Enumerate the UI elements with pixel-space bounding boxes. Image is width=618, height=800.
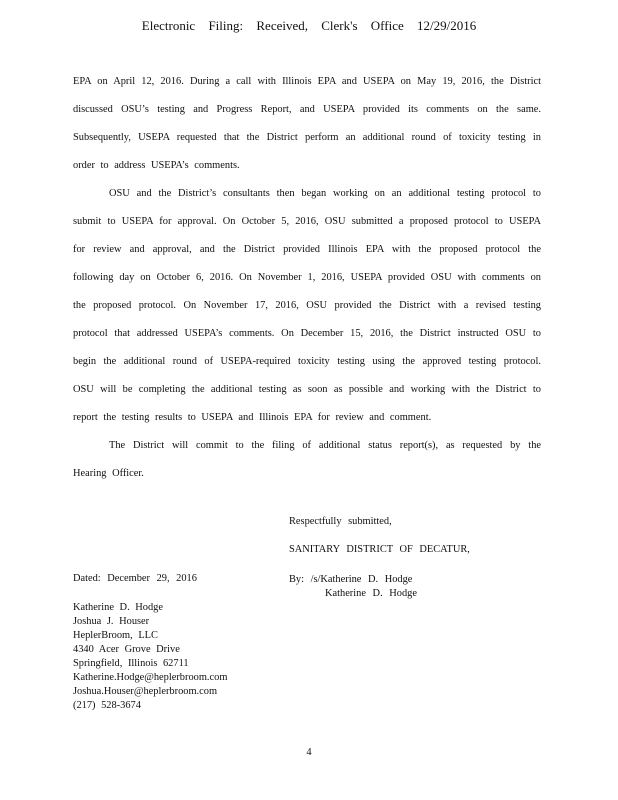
paragraph-status-reports: The District will commit to the filing of additional status report(s), as requested by the Hearing Officer.: [73, 440, 541, 479]
signature-by: [289, 573, 417, 601]
paragraph-testing-protocol: OSU and the District’s consultants then began working on an additional testing protocol to submit to USEPA for approval. On October 5, 2016, OSU submitted a proposed protocol to USEPA for review and approval, and the District provided Illinois EPA with the proposed protocol the following day on October 6, 2016. On November 1, 2016, USEPA provided OSU with comments on the proposed protocol. On November 17, 2016, OSU provided the District with a revised testing protocol that addressed USEPA’s comments. On December 15, 2016, the District instructed OSU to begin the additional round of USEPA-required toxicity testing using the approved testing protocol. OSU will be completing the additional testing as soon as possible and working with the District to report the testing results to USEPA and Illinois EPA for review and comment.: [73, 188, 541, 423]
attorney-name-1: Katherine D. Hodge: [73, 602, 163, 613]
party-name: SANITARY DISTRICT OF DECATUR,: [289, 544, 470, 555]
law-firm: HeplerBroom, LLC: [73, 630, 158, 641]
phone-number: (217) 528-3674: [73, 700, 141, 711]
city-state-zip: Springfield, Illinois 62711: [73, 658, 189, 669]
paragraph-continuation: EPA on April 12, 2016. During a call with Illinois EPA and USEPA on May 19, 2016, the District discussed OSU’s testing and Progress Report, and USEPA provided its comments on the same. Subsequently, USEPA requested that the District perform an additional round of toxicity testing in order to address USEPA’s comments.: [73, 76, 541, 171]
signature-by-line: By: /s/Katherine D. Hodge: [289, 574, 413, 585]
page-number: 4: [306, 747, 312, 758]
attorney-contact-block: [73, 601, 227, 713]
email-1: Katherine.Hodge@heplerbroom.com: [73, 672, 228, 683]
closing-salutation: Respectfully submitted,: [289, 516, 392, 527]
document-body: [73, 68, 541, 488]
filing-stamp-header: Electronic Filing: Received, Clerk's Office 12/29/2016: [141, 18, 477, 33]
attorney-name-2: Joshua J. Houser: [73, 616, 150, 627]
email-2: Joshua.Houser@heplerbroom.com: [73, 686, 218, 697]
signer-name: Katherine D. Hodge: [325, 588, 417, 599]
street-address: 4340 Acer Grove Drive: [73, 644, 180, 655]
dated-line: Dated: December 29, 2016: [73, 573, 197, 584]
